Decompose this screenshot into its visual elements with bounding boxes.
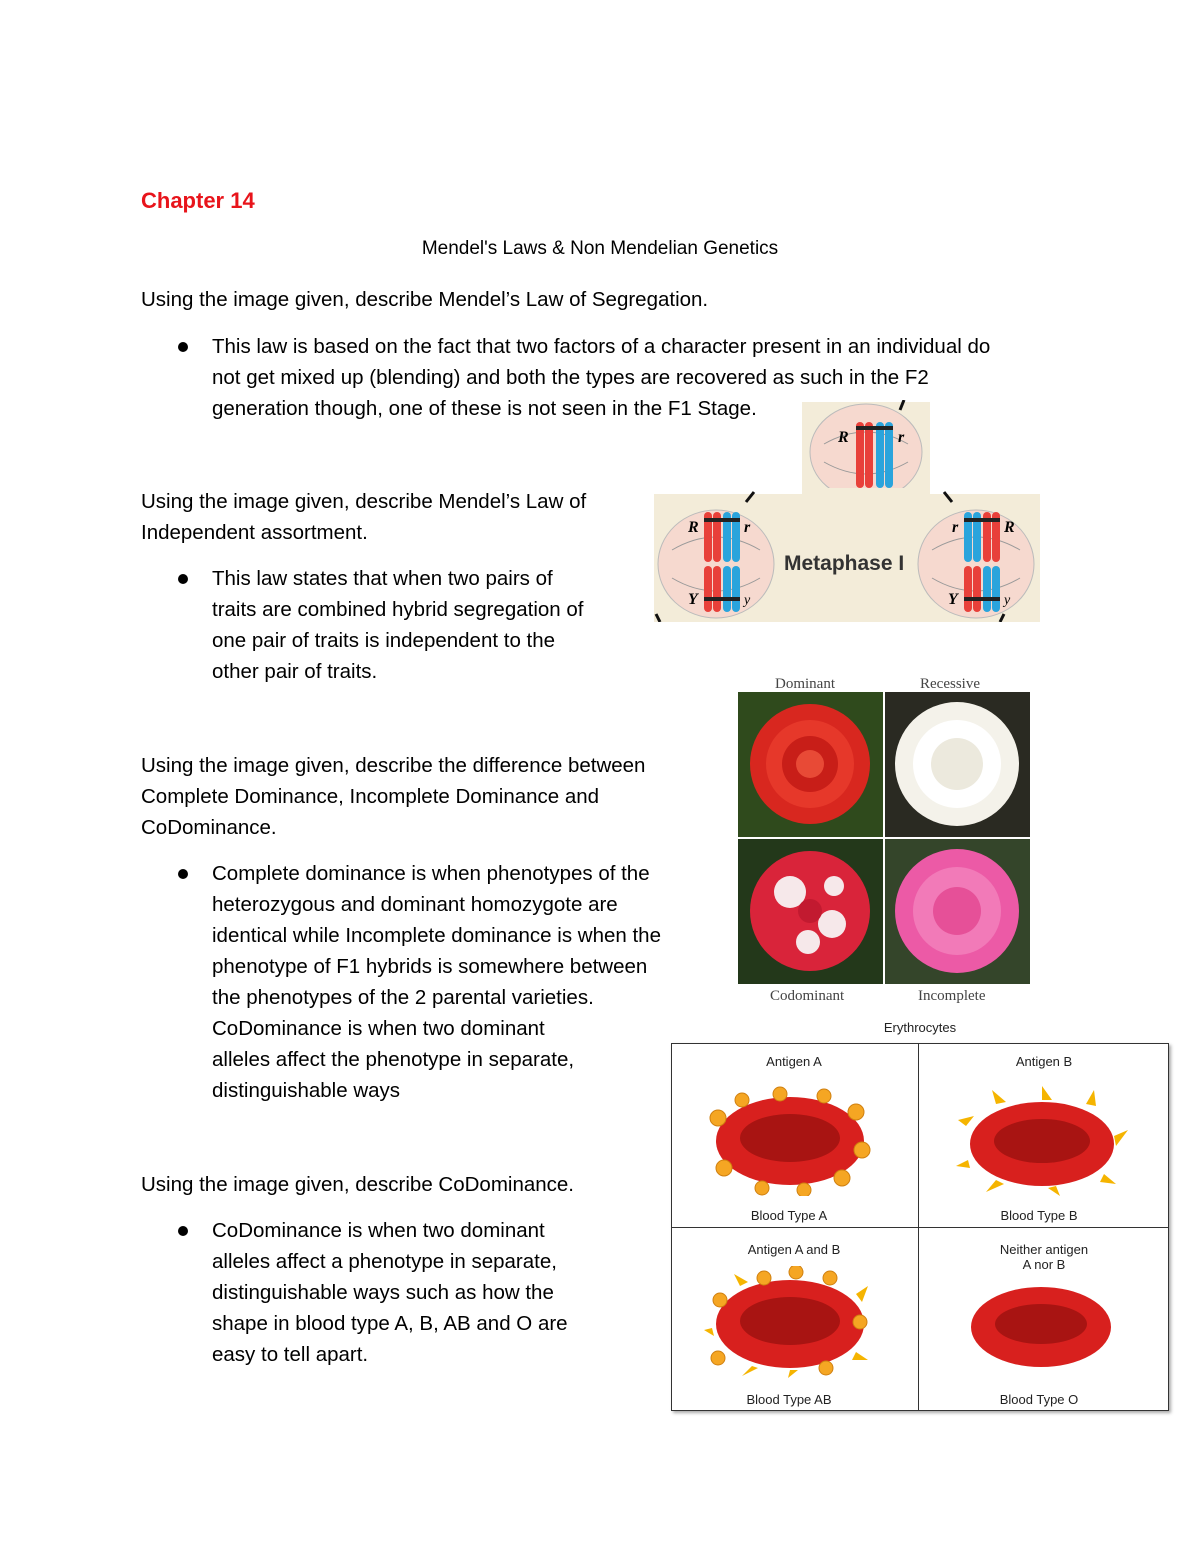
flower-figure	[730, 674, 1042, 1014]
svg-text:Y: Y	[948, 591, 958, 608]
svg-text:y: y	[744, 593, 751, 608]
antigen-b-label: Antigen B	[1015, 1054, 1073, 1069]
answer-line: alleles affect a phenotype in separate,	[212, 1250, 557, 1273]
answer-codominance	[212, 1215, 568, 1370]
question-line: Using the image given, describe the difference between	[141, 754, 646, 777]
answer-line: easy to tell apart.	[212, 1343, 369, 1366]
answer-line: the phenotypes of the 2 parental varieties.	[212, 986, 594, 1009]
answer-line: distinguishable ways	[212, 1079, 401, 1102]
bullet-icon	[178, 1226, 188, 1236]
question-line: CoDominance.	[141, 816, 277, 839]
bullet-icon	[178, 869, 188, 879]
svg-text:R: R	[688, 519, 699, 536]
answer-line: shape in blood type A, B, AB and O are	[212, 1312, 568, 1335]
bullet-icon	[178, 574, 188, 584]
question-dominance	[141, 750, 645, 843]
answer-line: distinguishable ways such as how the	[212, 1281, 554, 1304]
bullet-icon	[178, 342, 188, 352]
answer-independent-assortment	[212, 563, 583, 687]
answer-line: alleles affect the phenotype in separate,	[212, 1048, 575, 1071]
answer-line: CoDominance is when two dominant	[212, 1017, 545, 1040]
answer-line: one pair of traits is independent to the	[212, 629, 556, 652]
svg-text:r: r	[952, 519, 959, 536]
label-dominant: Dominant	[775, 676, 835, 692]
answer-line: identical while Incomplete dominance is when the	[212, 924, 661, 947]
meiosis-figure	[654, 400, 1040, 622]
answer-line: This law states that when two pairs of	[212, 567, 553, 590]
rbc-b-icon	[956, 1086, 1128, 1196]
svg-text:r: r	[744, 519, 751, 536]
rbc-a-icon	[704, 1086, 876, 1196]
answer-line: Complete dominance is when phenotypes of the	[212, 862, 650, 885]
answer-line: traits are combined hybrid segregation of	[212, 598, 584, 621]
question-line: Independent assortment.	[141, 521, 368, 544]
blood-type-ab-label: Blood Type AB	[746, 1392, 832, 1407]
answer-line: other pair of traits.	[212, 660, 378, 683]
answer-line: CoDominance is when two dominant	[212, 1219, 545, 1242]
antigen-a-label: Antigen A	[766, 1054, 822, 1069]
rbc-o-icon	[966, 1282, 1116, 1372]
blood-type-figure	[670, 1020, 1170, 1412]
question-line: Complete Dominance, Incomplete Dominance and	[141, 785, 600, 808]
label-incomplete: Incomplete	[918, 988, 986, 1004]
answer-line: generation though, one of these is not seen in the F1 Stage.	[212, 397, 757, 420]
blood-type-o-label: Blood Type O	[999, 1392, 1079, 1407]
answer-line: not get mixed up (blending) and both the types are recovered as such in the F2	[212, 366, 929, 389]
rbc-ab-icon	[704, 1266, 876, 1378]
antigen-ab-label: Antigen A and B	[747, 1242, 841, 1257]
svg-text:Y: Y	[688, 591, 698, 608]
svg-text:y: y	[1004, 593, 1011, 608]
answer-line: This law is based on the fact that two factors of a character present in an individual do	[212, 335, 991, 358]
answer-line: phenotype of F1 hybrids is somewhere between	[212, 955, 648, 978]
allele-R-label: R	[838, 429, 849, 446]
question-line: Using the image given, describe Mendel’s Law of	[141, 490, 587, 513]
blood-type-b-label: Blood Type B	[1000, 1208, 1078, 1223]
question-independent-assortment	[141, 486, 586, 548]
question-segregation: Using the image given, describe Mendel’s Law of Segregation.	[141, 288, 709, 311]
answer-dominance	[212, 858, 661, 1106]
allele-r-label: r	[898, 429, 905, 446]
chapter-heading: Chapter 14	[141, 188, 255, 213]
page-title: Mendel's Laws & Non Mendelian Genetics	[421, 238, 779, 259]
label-recessive: Recessive	[920, 676, 980, 692]
metaphase-label: Metaphase I	[784, 552, 905, 575]
blood-type-a-label: Blood Type A	[750, 1208, 828, 1223]
question-codominance: Using the image given, describe CoDominance.	[141, 1173, 575, 1196]
figure-title: Erythrocytes	[883, 1020, 957, 1035]
antigen-none-label: Neither antigen A nor B	[999, 1242, 1089, 1272]
svg-text:R: R	[1004, 519, 1015, 536]
label-codominant: Codominant	[770, 988, 845, 1004]
answer-line: heterozygous and dominant homozygote are	[212, 893, 618, 916]
